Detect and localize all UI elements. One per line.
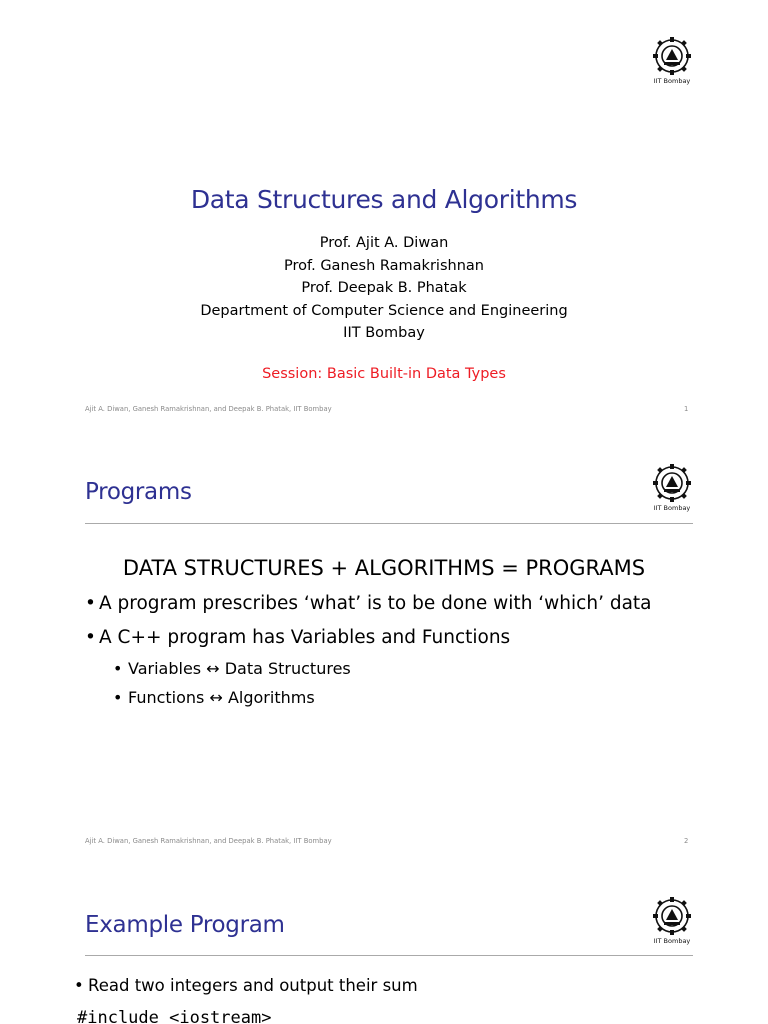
- bullet-marker: •: [113, 659, 123, 678]
- bullet-marker: •: [113, 688, 123, 707]
- slide-title: Programs: [85, 479, 192, 505]
- iit-bombay-logo: [642, 36, 702, 85]
- logo-caption: IIT Bombay: [653, 77, 691, 85]
- headline-equation: DATA STRUCTURES + ALGORITHMS = PROGRAMS: [122, 556, 646, 580]
- author-line: Prof. Ganesh Ramakrishnan: [284, 257, 484, 274]
- iit-bombay-logo: [642, 463, 702, 512]
- title-divider: [85, 955, 693, 956]
- bullet-item: [74, 976, 418, 995]
- session-subtitle: Session: Basic Built-in Data Types: [262, 366, 506, 382]
- title-divider: [85, 523, 693, 524]
- sub-bullet-text: Functions ↔ Algorithms: [128, 688, 315, 707]
- bullet-text: A program prescribes ‘what’ is to be done with ‘which’ data: [99, 593, 652, 614]
- sub-bullet-text: Variables ↔ Data Structures: [128, 659, 351, 678]
- logo-caption: IIT Bombay: [653, 937, 691, 945]
- slide-title: Example Program: [85, 912, 285, 938]
- bullet-item: [85, 627, 510, 648]
- bullet-text: A C++ program has Variables and Functions: [99, 627, 511, 648]
- slide-1: [0, 0, 768, 432]
- slide-footer: Ajit A. Diwan, Ganesh Ramakrishnan, and Deepak B. Phatak, IIT Bombay: [85, 405, 332, 413]
- slide-footer: Ajit A. Diwan, Ganesh Ramakrishnan, and Deepak B. Phatak, IIT Bombay: [85, 837, 332, 845]
- bullet-marker: •: [85, 627, 96, 648]
- bullet-marker: •: [74, 976, 84, 995]
- presentation-title: Data Structures and Algorithms: [190, 185, 578, 214]
- sub-bullet-item: [113, 659, 351, 678]
- bullet-text: Read two integers and output their sum: [88, 976, 418, 995]
- institute-line: IIT Bombay: [343, 325, 425, 341]
- iit-bombay-emblem-icon: [651, 463, 693, 503]
- iit-bombay-emblem-icon: [651, 36, 693, 76]
- author-line: Prof. Deepak B. Phatak: [301, 280, 467, 296]
- bullet-marker: •: [85, 593, 96, 614]
- slide-2: [0, 433, 768, 865]
- author-line: Prof. Ajit A. Diwan: [319, 235, 449, 251]
- author-block: [0, 232, 768, 345]
- page-number: 1: [684, 405, 689, 413]
- slide-3: [0, 866, 768, 1024]
- logo-caption: IIT Bombay: [653, 504, 691, 512]
- page-number: 2: [684, 837, 689, 845]
- sub-bullet-item: [113, 688, 315, 707]
- iit-bombay-logo: [642, 896, 702, 945]
- code-line: #include <iostream>: [77, 1008, 272, 1024]
- bullet-item: [85, 593, 652, 614]
- iit-bombay-emblem-icon: [651, 896, 693, 936]
- department-line: Department of Computer Science and Engineering: [200, 302, 568, 319]
